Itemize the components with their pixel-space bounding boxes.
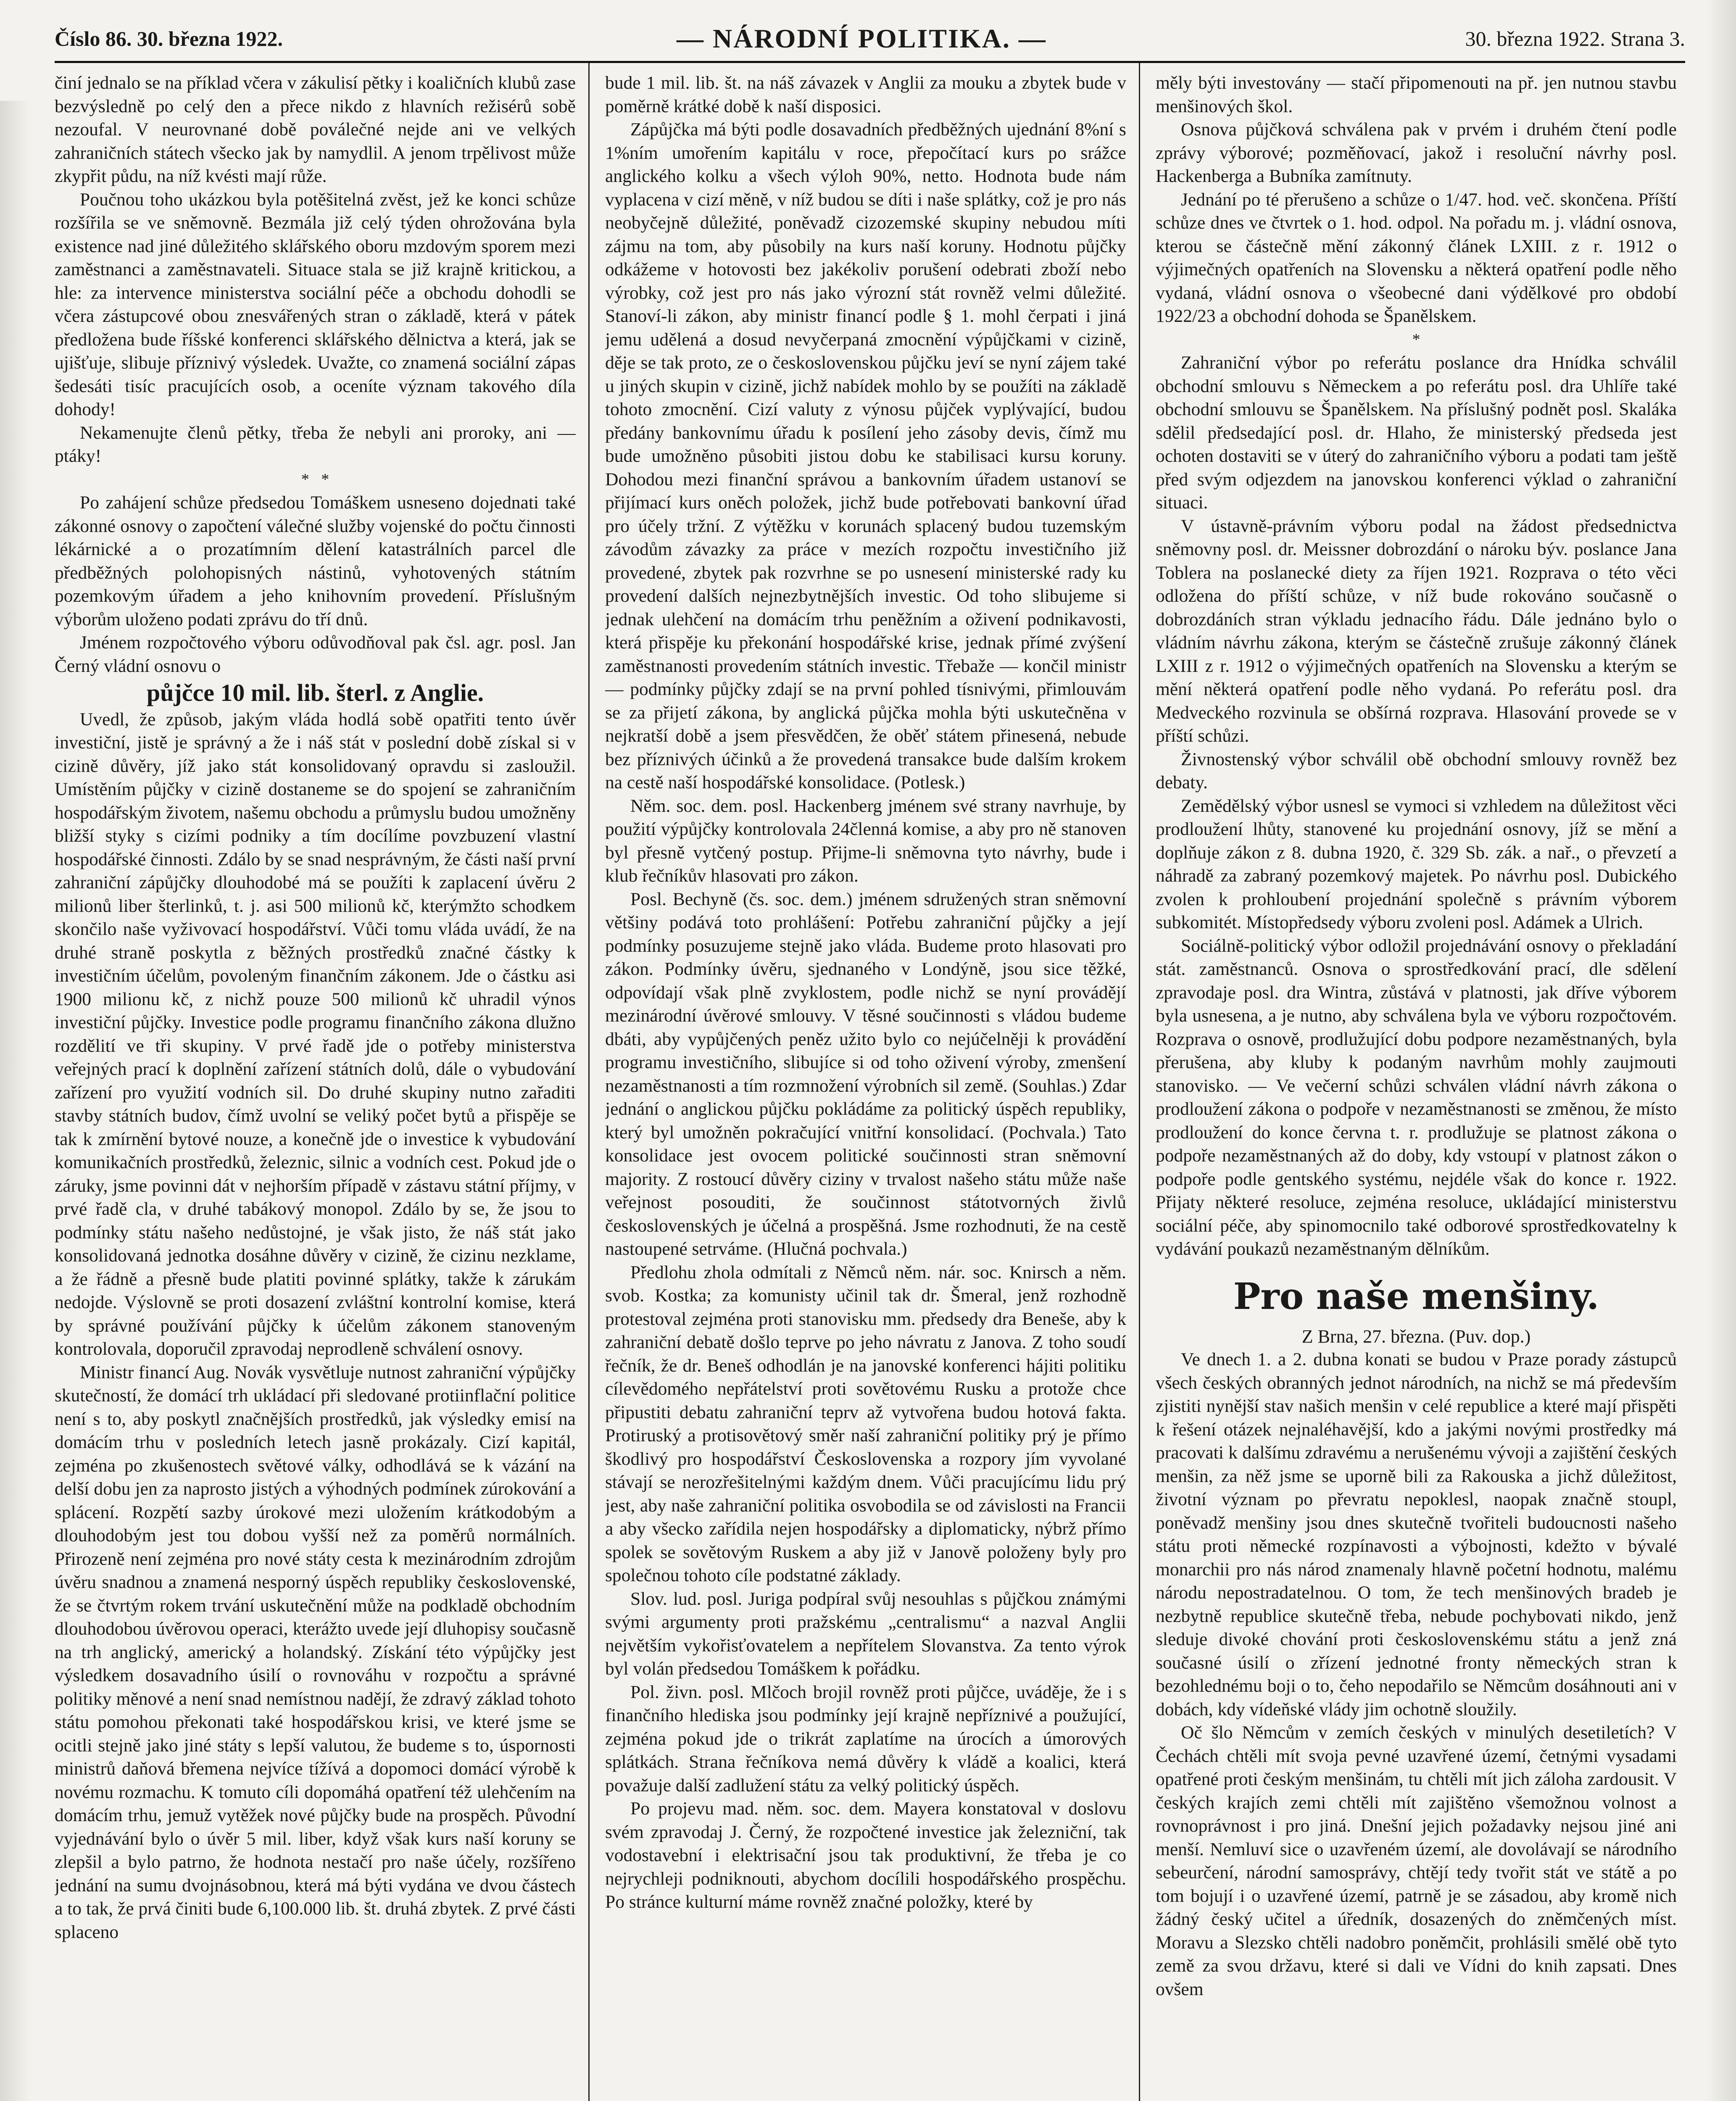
paragraph: Oč šlo Němcům v zemích českých v minulých desetiletích? V Čechách chtěli mít svoja pevné uzavřené území, četnými vysadami opatřené proti českým menšinám, tu chtěli mít jich záloha zardousit. V českých krajích zemi chtěli mít zajištěno všemožnou volnost a rovnoprávnost i pro jiná. Dnešní jejich požadavky nejsou jiné ani menší. Nemluví sice o uzavřeném území, ale dovolávají se národního sebeurčení, národní samosprávy, chtějí tedy tvořit stát ve státě a po tom bojují i o uzavřené území, patrně je se zásadou, aby kromě nich žádný český učitel a úředník, dosazených do zněmčených míst. Moravu a Slezsko chtěli nadobro poněmčit, prohlásili smělé obě tyto země za svou državu, které si dali ve Vídni do knih zapsati. Dnes ovšem bbox=[1156, 1722, 1677, 1999]
paragraph: Posl. Bechyně (čs. soc. dem.) jménem sdružených stran sněmovní většiny podává toto prohlášení: Potřebu zahraniční půjčky a její podmínky posuzujeme stejně jako vláda. Budeme proto hlasovati pro zákon. Podmínky úvěru, sjednaného v Londýně, jsou sice těžké, odpovídají však plně zvyklostem, podle nichž se nyní provádějí mezinárodní úvěrové smlouvy. V těsné součinnosti s vládou budeme dbáti, aby vypůjčených peněz užito bylo co nejúčelněji k provádění programu investičního, slibujíce si od toho oživení výroby, zmenšení nezaměstnanosti a tím rozmnožení výrobních sil země. (Souhlas.) Zdar jednání o anglickou půjčku pokládáme za politický úspěch republiky, který byl umožněn pokračující vnitřní konsolidací. (Pochvala.) Tato konsolidace jest ovocem politické součinnosti stran sněmovní majority. Z rostoucí důvěry ciziny v trvalost našeho státu může naše veřejnost posouditi, že součinnost státotvorných živlů československých je účelná a prospěšná. Jsme rozhodnuti, že na cestě nastoupené setrváme. (Hlučná pochvala.) bbox=[605, 889, 1126, 1259]
paragraph: Zápůjčka má býti podle dosavadních předběžných ujednání 8%ní s 1%ním umořením kapitálu v roce, přepočítací kurs po srážce anglického kolku a všech výloh 90%, netto. Hodnota bude nám vyplacena v cizí měně, v níž budou se díti i naše splátky, což je pro nás neobyčejně důležité, poněvadž cizozemské skupiny nebudou míti zájmu na tom, aby působily na kurs naší koruny. Hodnotu půjčky odkážeme v hotovosti bez jakékoliv porušení odebrati zboží nebo výrobky, což jest pro nás jako výrozní stát rovněž velmi důležité. Stanoví-li zákon, aby ministr financí podle § 1. mohl čerpati i jiná jemu udělená a dosud nevyčerpaná zmocnění výpůjčkami v cizině, děje se tak proto, ze o československou půjčku jeví se nyní zájem také u jiných skupin v cizině, jichž nabídek mohlo by se použíti na základě tohoto zmocnění. Cizí valuty z výnosu půjček vyplývající, budou předány bankovnímu úřadu k posílení jeho zásoby devis, čímž mu bude umožněno působiti jistou dobu ke stabilisaci kursu koruny. Dohodou mezi finanční správou a bankovním úřadem ustanoví se přijímací kurs oněch položek, jichž bude potřebovati bankovní úřad pro účely tržní. Z výtěžku v korunách splacený budou tuzemským závodům závazky za práce v mezích rozpočtu investičního již provedené, zbytek pak rozvrhne se po usnesení ministerské rady ku provedení dalších nejnezbytnějších investic. Od toho slibujeme si jednak ulehčení na domácím trhu peněžním a oživení podnikavosti, která přispěje ku překonání hospodářské krise, jednak přímé zvýšení zaměstnanosti provedením státních investic. Třebaže — končil ministr — podmínky půjčky zdají se na první pohled tísnivými, přimlouvám se za přijetí zákona, by anglická půjčka mohla býti uskutečněna v nejkratší době a jsem přesvědčen, že oběť státem přinesená, nebude bez příznivých účinků a že provedená transakce bude dalším krokem na cestě naší hospodářské konsolidace. (Potlesk.) bbox=[605, 119, 1126, 792]
column-rule bbox=[1139, 63, 1140, 2101]
paragraph: bude 1 mil. lib. št. na náš závazek v Anglii za mouku a zbytek bude v poměrně krátké době k naší disposici. bbox=[605, 73, 1126, 116]
paragraph: Osnova půjčková schválena pak v prvém i druhém čtení podle zprávy výborové; pozměňovací, jakož i resoluční návrhy posl. Hackenberga a Bubníka zamítnuty. bbox=[1156, 119, 1677, 186]
paragraph: Po projevu mad. něm. soc. dem. Mayera konstatoval v doslovu svém zpravodaj J. Černý, že rozpočtené investice jak železniční, tak vodostavební i elektrisační jsou tak produktivní, že třeba je co nejrychleji podniknouti, abychom docílili hospodářského prospěchu. Po stránce kulturní máme rovněž značné položky, které by bbox=[605, 1798, 1126, 1912]
scan-left-margin bbox=[0, 101, 29, 2101]
scan-right-margin bbox=[1707, 0, 1736, 2101]
masthead-title: — NÁRODNÍ POLITIKA. — bbox=[677, 24, 1047, 53]
paragraph: Ministr financí Aug. Novák vysvětluje nutnost zahraniční výpůjčky skutečností, že domácí trh ukládací při sledované protiinflační politice není s to, aby poskytl značnějších prostředků, jak výsledky emisí na domácím trhu v posledních letech jasně prokázaly. Cizí kapitál, zejména po zkušenostech světové války, odhodlává se k vázání na delší dobu jen za naprosto jistých a výhodných podmínek zúrokování a splácení. Rozpětí sazby úrokové mezi uložením krátkodobým a dlouhodobým jest tou dobou vyšší než za poměrů normálních. Přirozeně není zejména pro nové státy cesta k mezinárodním zdrojům úvěru snadnou a znamená nesporný úspěch republiky československé, že se čtvrtým rokem trvání uskutečnění může na podkladě obchodním dlouhodobou úvěrovou operaci, kterážto uvede její dluhopisy současně na trh anglický, americký a holandský. Získání této výpůjčky jest výsledkem dosavadního úsilí o rovnováhu v rozpočtu a správné politiky měnové a není snad nemístnou nadějí, že zdravý základ tohoto státu pomohou překonati také hospodářskou krisi, ve které jsme se ocitli stejně jako jiné státy s lepší valutou, že budeme s to, úspornosti ministrů daňová břemena nejvíce tížívá a dopomoci domácí výrobě k novému rozmachu. K tomuto cíli dopomáhá opatření též ulehčením na domácím trhu, jemuž vytěžek nové půjčky bude na prospěch. Původní vyjednávání bylo o úvěr 5 mil. liber, když však kurs naší koruny se zlepšil a bylo patrno, že hodnota nestačí pro naše účely, rozšířeno jednání na sumu dvojnásobnou, která má býti vydána ve dvou částech a to tak, že prvá činiti bude 6,100.000 lib. št. druhá zbytek. Z prvé části splaceno bbox=[55, 1362, 576, 1942]
column-1 bbox=[55, 71, 576, 2101]
column-rule bbox=[588, 63, 590, 2101]
paragraph: měly býti investovány — stačí připomenouti na př. jen nutnou stavbu menšinových škol. bbox=[1156, 73, 1677, 116]
section-separator: * bbox=[1412, 330, 1420, 348]
page-header bbox=[55, 23, 1685, 63]
paragraph: Živnostenský výbor schválil obě obchodní smlouvy rovněž bez debaty. bbox=[1156, 749, 1677, 792]
paragraph: Ve dnech 1. a 2. dubna konati se budou v Praze porady zástupců všech českých obranných jednot národních, na nichž se má především zjistiti nynější stav našich menšin v celé republice a které mají přispěti k řešení otázek nejnaléhavější, kdo a jakými novými prostředky má pracovati k dalšímu zdravému a nerušenému vývoji a zajištění českých menšin, za něž jsme se uporně bili za Rakouska a jichž důležitost, životní význam po převratu nepoklesl, naopak značně stoupl, poněvadž menšiny jsou dnes skutečně tvořiteli budoucnosti našeho státu proti německé rozpínavosti a výbojnosti, kdežto v bývalé monarchii pro nás národ znamenaly hlavně početní hodnotu, malému národu nepostradatelnou. O tom, že tech menšinových bradeb je nezbytně republice skutečně třeba, nebude pochybovati nikdo, jenž sleduje divoké chování proti československému státu a jenž zná současné úsilí o zřízení jednotné fronty německých stran k bezohlednému boji o to, čeho nepodařilo se Němcům dosáhnouti ani v dobách, kdy vídeňské vlády jim ochotně sloužily. bbox=[1156, 1349, 1677, 1719]
paragraph: Předlohu zhola odmítali z Němců něm. nár. soc. Knirsch a něm. svob. Kostka; za komunisty učinil tak dr. Šmeral, jenž rozhodně protestoval zejména proti stanovisku mm. předsedy dra Beneše, aby k zahraniční debatě došlo teprve po jeho návratu z Janova. Z toho soudí řečník, že dr. Beneš odhodlán je na janovské konferenci hájiti politiku cílevědomého nepřátelství proti sovětovému Rusku a protože chce připustiti debatu zahraniční teprv až vytvořena budou hotová fakta. Protiruský a protisovětový směr naší zahraniční politiky prý je přímo škodlivý pro hospodářství Československa a rozpory jím vyvolané stávají se nerozřešitelnými každým dnem. Vůči pracujícímu lidu prý jest, aby naše zahraniční politika osvobodila se od závislosti na Francii a aby všecko zařídila nejen hospodářsky a diplomaticky, nýbrž přímo spolek se sovětovým Ruskem a aby již v Janově položeny byly pro společnou tohoto cíle podstatné základy. bbox=[605, 1262, 1126, 1585]
issue-number: Číslo 86. 30. března 1922. bbox=[55, 27, 283, 50]
paragraph: Nekamenujte členů pětky, třeba že nebyli ani proroky, ani — ptáky! bbox=[55, 422, 576, 466]
article-headline: půjčce 10 mil. lib. šterl. z Anglie. bbox=[146, 679, 484, 706]
section-title: Pro naše menšiny. bbox=[1233, 1275, 1599, 1318]
dateline: Z Brna, 27. března. (Puv. dop.) bbox=[1301, 1326, 1531, 1347]
paragraph: Po zahájení schůze předsedou Tomáškem usneseno dojednati také zákonné osnovy o započtení válečné služby vojenské do počtu činnosti lékárnické a o prozatímním dělení katastrálních parcel dle předběžných polohopisných nástinů, vyhotovených státním pozemkovým úřadem a jeho knihovním provedení. Příslušným výborům uloženo podati zprávu do tří dnů. bbox=[55, 492, 576, 629]
paragraph: Něm. soc. dem. posl. Hackenberg jménem své strany navrhuje, by použití výpůjčky kontrolovala 24členná komise, a aby pro ně stanoven byl přesně vytčený postup. Přijme-li sněmovna tyto návrhy, bude i klub řečníkův hlasovati pro zákon. bbox=[605, 795, 1126, 886]
paragraph: Sociálně-politický výbor odložil projednávání osnovy o překladání stát. zaměstnanců. Osnova o sprostředkování prací, dle sdělení zpravodaje posl. dra Wintra, zůstává v platnosti, jak dříve výborem byla usnesena, a je nutno, aby schválena byla ve výboru rozpočtovém. Rozprava o osnově, prodlužující dobu podpore nezaměstnaných, byla přerušena, aby kluby k podaným navrhům mohly zaujmouti stanovisko. — Ve večerní schůzi schválen vládní návrh zákona o prodloužení zákona o podpoře v nezaměstnanosti se změnou, že místo prodloužení do konce června t. r. prodlužuje se platnost zákona o podpoře nezaměstnaných až do doby, kdy vstoupí v platnost zákon o podpoře podle gentského systému, nejdéle však do konce r. 1922. Přijaty některé resoluce, zejména resoluce, ukládající ministerstvu sociální péče, aby spinomocnilo také odborové sprostředkovatelny k vydávání poukazů nezaměstnaným dělníkům. bbox=[1156, 935, 1677, 1259]
date-page-number: 30. března 1922. Strana 3. bbox=[1465, 27, 1685, 50]
paragraph: Jednání po té přerušeno a schůze o 1/47. hod. več. skončena. Příští schůze dnes ve čtvrtek o 1. hod. odpol. Na pořadu m. j. vládní osnova, kterou se částečně mění zákonný článek LXIII. z r. 1912 o výjimečných opatřeních na Slovensku a některá opatření podle něho vydaná, vládní osnova o všeobecné dani výdělkové pro období 1922/23 a obchodní dohoda se Španělskem. bbox=[1156, 189, 1677, 326]
paragraph: V ústavně-právním výboru podal na žádost předsednictva sněmovny posl. dr. Meissner dobrozdání o nároku býv. poslance Jana Toblera na poslanecké diety za říjen 1921. Rozprava o této věci odložena do příští schůze, v níž bude rokováno současně o dobrozdáních stran výkladu jednacího řádu. Dále jednáno bylo o vládním návrhu zákona, kterým se částečně zrušuje zákonný článek LXIII z r. 1912 o výjimečných opatřeních na Slovensku a kterým se mění některá opatření podle něho vydaná. Po referátu posl. dra Medveckého rozvinula se obšírná rozprava. Hlasování provede se v příští schůzi. bbox=[1156, 516, 1677, 746]
paragraph: Poučnou toho ukázkou byla potěšitelná zvěst, jež ke konci schůze rozšířila se ve sněmovně. Bezmála již celý týden ohrožována byla existence nad jiné důležitého sklářského oboru mzdovým sporem mezi zaměstnanci a zaměstnavateli. Situace stala se již krajně kritickou, a hle: za intervence ministerstva sociální péče a obchodu dohodli se včera zástupcové obou znesvářených stran o základě, která v pátek předložena bude říšské konferenci sklářského dělnictva a která, jak se ujišťuje, slibuje příznivý výsledek. Uvažte, co znamená sociální zápas šedesáti tisíc pracujících osob, a oceníte význam takového díla dohody! bbox=[55, 189, 576, 419]
section-separator: * * bbox=[301, 470, 329, 488]
paragraph: činí jednalo se na příklad včera v zákulisí pětky i koaličních klubů zase bezvýsledně po celý den a přece nikdo z hlavních režisérů sobě nezoufal. V neurovnané době poválečné nejde ani ve velkých zahraničních státech všecko jak by namydlil. A jenom trpělivost může zkypřit půdu, na níž kvésti mají růže. bbox=[55, 73, 576, 186]
column-2 bbox=[605, 71, 1126, 2101]
paragraph: Zahraniční výbor po referátu poslance dra Hnídka schválil obchodní smlouvu s Německem a po referátu posl. dra Uhlíře také obchodní smlouvu se Španělskem. Na příslušný podnět posl. Skaláka sdělil předsedající posl. dr. Hlaho, že ministerský předseda jest ochoten dostaviti se v úterý do zahraničního výboru a podati tam ještě před svým odjezdem na janovskou konferenci výklad o zahraniční situaci. bbox=[1156, 353, 1677, 513]
paragraph: Uvedl, že způsob, jakým vláda hodlá sobě opatřiti tento úvěr investiční, jistě je správný a že i náš stát v poslední době získal si v cizině důvěry, jíž jako stát konsolidovaný opravdu si zasloužil. Umístěním půjčky v cizině dostaneme se do spojení se zahraničním hospodářským životem, našemu obchodu a průmyslu budou umožněny bližší styky s cizími podniky a tím docílíme povzbuzení vlastní hospodářské činnosti. Zdálo by se snad nesprávným, že části naší první zahraniční zápůjčky dlouhodobé má se použíti k zaplacení úvěru 2 milionů liber šterlinků, t. j. asi 500 milionů kč, kterýmžto schodkem skončilo naše vyživovací hospodářství. Vůči tomu vláda uvádí, že na druhé straně poskytla z běžných prostředků značné částky k investičním účelům, povoleným finančním zákonem. Jde o částku asi 1900 milionu kč, z nichž pouze 500 milionů kč uhradil výnos investiční půjčky. Investice podle programu finančního zákona dlužno rozdělití ve tři skupiny. V prvé řadě jde o potřeby ministerstva veřejných prací k doplnění zařízení státních dolů, dále o vybudování zařízení pro využití vodních sil. Do druhé skupiny nutno zařaditi stavby státních budov, čímž uvolní se veliký počet bytů a přispěje se tak k zmírnění bytové nouze, a konečně jde o investice k vybudování komunikačních prostředků, železnic, silnic a vodních cest. Pokud jde o záruky, jsme povinni dát v nejhorším případě v zástavu státní příjmy, v prvé řadě cla, v druhé tabákový monopol. Zdálo by se, že jsou to podmínky státu našeho nedůstojné, je však jisto, že náš stát jako konsolidovaná jednotka dosáhne důvěry v cizině, že cizinu nezklame, a že řádně a přesně bude platiti povinné splátky, takže k zárukám nedojde. Výslovně se proti dosazení zvláštní kontrolní komise, která by správné používání půjčky k účelům zákonem stanoveným kontrolovala, doporučil zpravodaj neprodleně schválení osnovy. bbox=[55, 709, 576, 1359]
paragraph: Pol. živn. posl. Mlčoch brojil rovněž proti půjčce, uváděje, že i s finančního hlediska jsou podmínky její krajně nepříznivé a použující, zejména pokud jde o trikrát zaplatíme na úrocích a úmorových splátkách. Strana řečníkova nemá důvěry k vládě a koalici, která považuje další zadlužení státu za velký politický úspěch. bbox=[605, 1682, 1126, 1796]
column-3 bbox=[1156, 71, 1677, 2101]
paragraph: Zemědělský výbor usnesl se vymoci si vzhledem na důležitost věci prodloužení lhůty, stanovené ku projednání osnovy, jíž se mění a doplňuje zákon z 8. dubna 1920, č. 329 Sb. zák. a nař., o převzetí a náhradě za zabraný pozemkový majetek. Po návrhu posl. Dubického zvolen k prohloubení projednání společně s právním výborem subkomitét. Místopředsedy výboru zvoleni posl. Adámek a Ulrich. bbox=[1156, 795, 1677, 932]
paragraph: Slov. lud. posl. Juriga podpíral svůj nesouhlas s půjčkou známými svými argumenty proti pražskému „centralismu“ a nazval Anglii největším vykořisťovatelem a nepřítelem Slovanstva. Za tento výrok byl volán předsedou Tomáškem k pořádku. bbox=[605, 1588, 1126, 1679]
paragraph: Jménem rozpočtového výboru odůvodňoval pak čsl. agr. posl. Jan Černý vládní osnovu o bbox=[55, 632, 576, 676]
